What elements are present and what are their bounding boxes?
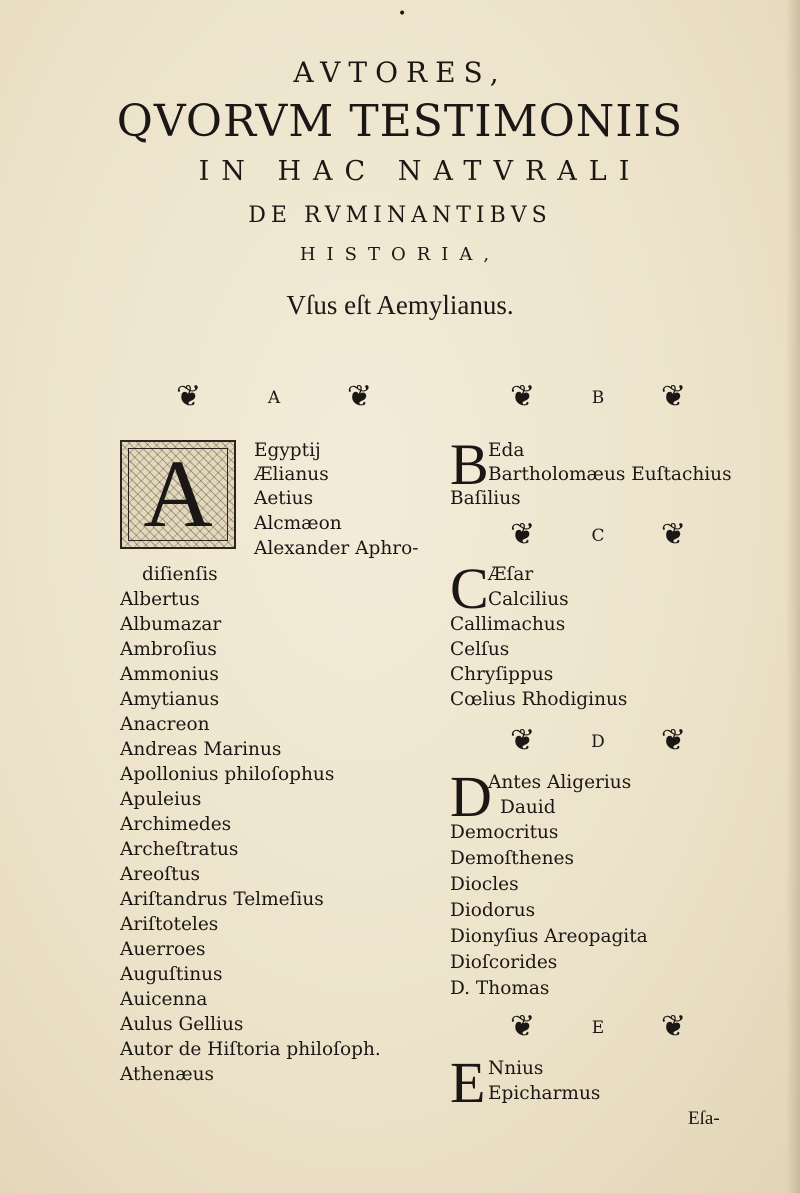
list-item: Diocles	[450, 874, 519, 895]
fleuron-icon: ❦	[660, 517, 686, 552]
list-item: Apollonius philoſophus	[120, 764, 335, 785]
header-testimoniis: QVORVM TESTIMONIIS	[116, 96, 684, 147]
header-naturali: IN HAC NATVRALI	[198, 156, 642, 187]
list-item: Chryſippus	[450, 664, 554, 685]
list-item: Andreas Marinus	[120, 739, 282, 760]
list-item: Athenæus	[120, 1064, 215, 1085]
fleuron-icon: ❦	[510, 517, 536, 552]
list-item: Auguſtinus	[120, 964, 223, 985]
section-e-header	[510, 1008, 686, 1048]
list-item: Aulus Gellius	[120, 1014, 244, 1035]
section-a-letter: A	[267, 388, 281, 408]
initial-b: B	[450, 432, 489, 497]
list-item: Antes Aligerius	[488, 772, 632, 793]
list-item: Albumazar	[120, 614, 222, 635]
catchword: Eſa-	[688, 1108, 720, 1129]
decorated-initial-a	[120, 440, 236, 549]
section-d-letter: D	[591, 732, 605, 752]
list-item: Dioſcorides	[450, 952, 558, 973]
list-item: Archimedes	[120, 814, 232, 835]
initial-d: D	[450, 764, 492, 829]
list-item: Ambroſius	[120, 639, 217, 660]
section-b-header	[510, 378, 686, 418]
list-item: Democritus	[450, 822, 559, 843]
list-item: Areoſtus	[120, 864, 200, 885]
list-item: Ammonius	[120, 664, 219, 685]
list-item: Egyptij	[254, 440, 321, 461]
list-item: Cœlius Rhodiginus	[450, 689, 628, 710]
fleuron-icon: ❦	[660, 379, 686, 414]
list-item: Amytianus	[120, 689, 220, 710]
list-item: Nnius	[488, 1058, 544, 1079]
fleuron-icon: ❦	[510, 379, 536, 414]
header-authors: AVTORES,	[293, 56, 507, 89]
section-a-header	[176, 378, 372, 418]
initial-a-letter: A	[143, 440, 213, 547]
list-item: Æſar	[488, 564, 534, 585]
list-item: Demoſthenes	[450, 848, 574, 869]
list-item: Baſilius	[450, 488, 521, 509]
list-item: Alcmæon	[254, 513, 342, 534]
list-item: Alexander Aphro-	[254, 538, 419, 559]
list-item: Epicharmus	[488, 1083, 601, 1104]
list-item: Autor de Hiſtoria philoſoph.	[120, 1039, 381, 1060]
fleuron-icon: ❦	[660, 1009, 686, 1044]
header-ruminantibus: DE RVMINANTIBVS	[248, 203, 552, 228]
list-item: Aetius	[254, 488, 314, 509]
list-item: Apuleius	[120, 789, 202, 810]
section-c-header	[510, 516, 686, 556]
list-item: Anacreon	[120, 714, 210, 735]
section-b-letter: B	[591, 388, 605, 408]
section-d-header	[510, 722, 686, 762]
header-historia: HISTORIA,	[299, 244, 501, 265]
list-item: Ariſtandrus Telmeſius	[120, 889, 324, 910]
fleuron-icon: ❦	[176, 379, 202, 414]
list-item: Archeſtratus	[120, 839, 239, 860]
section-c-letter: C	[591, 526, 605, 546]
initial-e: E	[450, 1050, 486, 1115]
list-item: Callimachus	[450, 614, 566, 635]
fleuron-icon: ❦	[510, 723, 536, 758]
section-e-letter: E	[591, 1018, 605, 1038]
list-item: Auerroes	[120, 939, 206, 960]
list-item: Eda	[488, 440, 525, 461]
list-item: Calcilius	[488, 589, 569, 610]
list-item: D. Thomas	[450, 978, 550, 999]
header-usus-est: Vſus eſt Aemylianus.	[286, 290, 514, 320]
list-item: Dauid	[500, 797, 556, 818]
list-item: Auicenna	[120, 989, 208, 1010]
list-item: Celſus	[450, 639, 510, 660]
fleuron-icon: ❦	[660, 723, 686, 758]
list-item: Bartholomæus Euſtachius	[488, 464, 732, 485]
list-item: Ælianus	[254, 464, 329, 485]
list-item: Dionyſius Areopagita	[450, 926, 648, 947]
list-item: Ariſtoteles	[120, 914, 219, 935]
initial-c: C	[450, 556, 489, 621]
fleuron-icon: ❦	[346, 379, 372, 414]
list-item: Albertus	[120, 589, 200, 610]
top-mark: •	[398, 6, 407, 22]
fleuron-icon: ❦	[510, 1009, 536, 1044]
list-item: Diodorus	[450, 900, 536, 921]
list-item: diſienſis	[142, 564, 218, 585]
